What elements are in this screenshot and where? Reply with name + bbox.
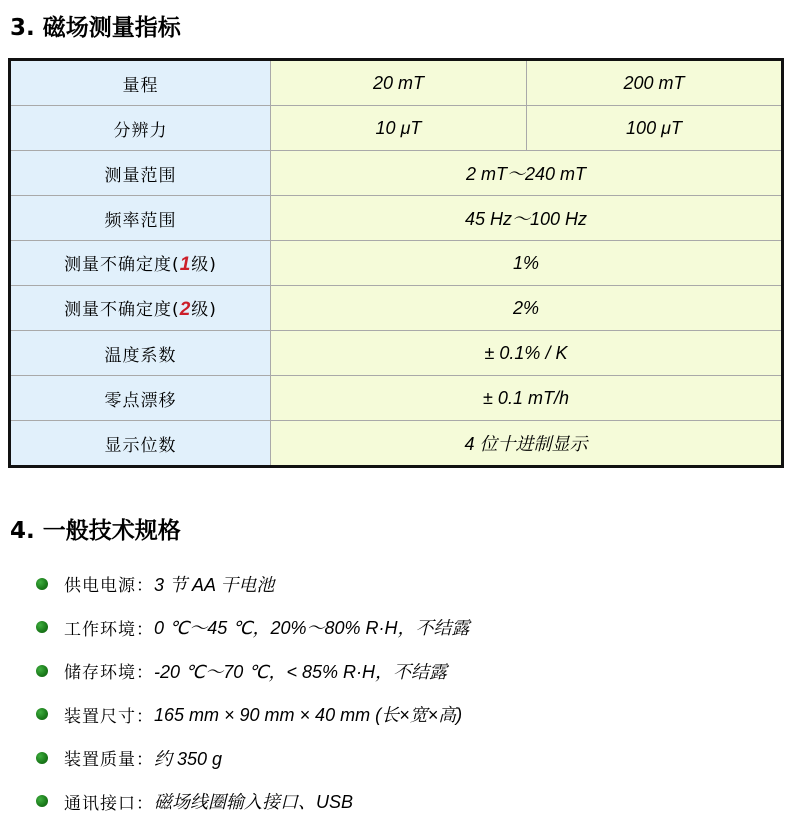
label-text: 级) <box>191 255 217 275</box>
row-value: 1% <box>271 241 783 286</box>
label-text: 测量不确定度( <box>64 300 180 320</box>
table-row <box>10 60 783 106</box>
row-value: 4 位十进制显示 <box>271 421 783 467</box>
row-label: 量程 <box>10 60 271 106</box>
spec-value: 磁场线圈输入接口、USB <box>154 788 353 814</box>
spec-value: 165 mm × 90 mm × 40 mm (长×宽×高) <box>154 701 462 727</box>
row-value: 2 mT～240 mT <box>271 151 783 196</box>
spec-value: 约 350 g <box>154 745 222 771</box>
bullet-dot-icon <box>36 752 48 764</box>
list-item <box>36 562 470 606</box>
table-row <box>10 376 783 421</box>
table-row <box>10 106 783 151</box>
section-title-magnetic: 3. 磁场测量指标 <box>10 13 181 43</box>
bullet-dot-icon <box>36 621 48 633</box>
row-label: 显示位数 <box>10 421 271 467</box>
row-value: 100 μT <box>527 106 783 151</box>
row-label: 分辨力 <box>10 106 271 151</box>
bullet-dot-icon <box>36 795 48 807</box>
label-text: 测量不确定度( <box>64 255 180 275</box>
label-text: 级) <box>191 300 217 320</box>
list-item <box>36 736 470 780</box>
spec-value: 0 ℃～45 ℃，20%～80% R·H，不结露 <box>154 614 470 640</box>
row-value: ± 0.1% / K <box>271 331 783 376</box>
level-number: 1 <box>180 254 192 275</box>
level-number: 2 <box>180 299 192 320</box>
spec-label: 装置尺寸： <box>64 702 154 727</box>
list-item <box>36 780 470 823</box>
section-title-general: 4. 一般技术规格 <box>10 516 181 546</box>
row-value: 2% <box>271 286 783 331</box>
row-value: 200 mT <box>527 60 783 106</box>
table-row <box>10 286 783 331</box>
spec-value: -20 ℃～70 ℃，< 85% R·H，不结露 <box>154 658 447 684</box>
row-label <box>10 241 271 286</box>
row-label: 测量范围 <box>10 151 271 196</box>
row-value: 20 mT <box>271 60 527 106</box>
spec-label: 装置质量： <box>64 745 154 770</box>
spec-label: 通讯接口： <box>64 789 154 814</box>
list-item <box>36 606 470 650</box>
table-row <box>10 196 783 241</box>
row-value: ± 0.1 mT/h <box>271 376 783 421</box>
spec-label: 工作环境： <box>64 615 154 640</box>
general-spec-list <box>36 562 470 823</box>
row-label: 频率范围 <box>10 196 271 241</box>
bullet-dot-icon <box>36 665 48 677</box>
bullet-dot-icon <box>36 578 48 590</box>
table-row <box>10 151 783 196</box>
list-item <box>36 649 470 693</box>
bullet-dot-icon <box>36 708 48 720</box>
row-label: 温度系数 <box>10 331 271 376</box>
row-value: 10 μT <box>271 106 527 151</box>
table-row <box>10 421 783 467</box>
row-value: 45 Hz～100 Hz <box>271 196 783 241</box>
spec-value: 3 节 AA 干电池 <box>154 571 274 597</box>
row-label <box>10 286 271 331</box>
table-row <box>10 241 783 286</box>
magnetic-spec-table <box>8 58 784 468</box>
table-row <box>10 331 783 376</box>
row-label: 零点漂移 <box>10 376 271 421</box>
spec-label: 供电电源： <box>64 571 154 596</box>
spec-label: 储存环境： <box>64 658 154 683</box>
list-item <box>36 693 470 737</box>
